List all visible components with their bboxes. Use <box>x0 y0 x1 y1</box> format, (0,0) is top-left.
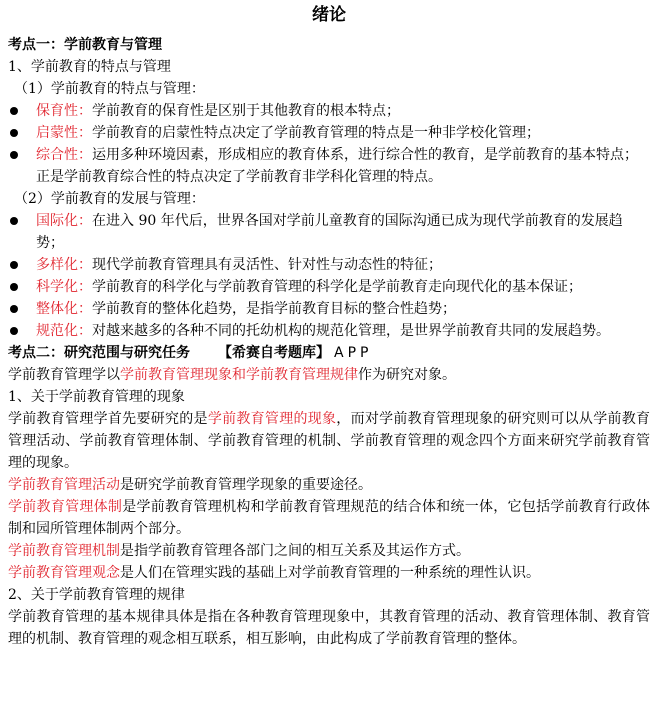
bullet-term: 科学化： <box>36 279 92 295</box>
intro-pre: 学前教育管理学以 <box>8 367 120 383</box>
bullet-text: 对越来越多的各种不同的托幼机构的规范化管理，是世界学前教育共同的发展趋势。 <box>92 323 610 339</box>
bullet-term: 多样化： <box>36 257 92 273</box>
bullet-dot-icon <box>10 305 18 313</box>
bullet-dot-icon <box>10 217 18 225</box>
section2-p2: 学前教育管理的基本规律具体是指在各种教育管理现象中，其教育管理的活动、教育管理体制、教育管理的机制、教育管理的观念相互联系，相互影响，由此构成了学前教育管理的整体。 <box>8 609 650 647</box>
bullet-dot-icon <box>10 261 18 269</box>
intro-red: 学前教育管理现象和学前教育管理规律 <box>120 367 358 383</box>
bullet-term: 规范化： <box>36 323 92 339</box>
definition-term: 学前教育管理观念 <box>8 565 120 581</box>
definition-text: 是人们在管理实践的基础上对学前教育管理的一种系统的理性认识。 <box>120 565 540 581</box>
bullet-dot-icon <box>10 129 18 137</box>
definition-term: 学前教育管理体制 <box>8 499 123 515</box>
section2-sub1: 1、关于学前教育管理的现象 <box>8 389 185 405</box>
definition-line <box>8 474 650 496</box>
bullet-item <box>8 210 650 254</box>
bullet-item <box>8 254 650 276</box>
bullet-dot-icon <box>10 107 18 115</box>
bullet-item <box>8 122 650 144</box>
bullet-item <box>8 144 650 188</box>
group1-label: （1）学前教育的特点与管理： <box>14 81 205 97</box>
bullet-text: 运用多种环境因素，形成相应的教育体系，进行综合性的教育，是学前教育的基本特点；正是学前教育综合性的特点决定了学前教育非学科化管理的特点。 <box>36 147 638 185</box>
group2-label: （2）学前教育的发展与管理： <box>14 191 205 207</box>
bullet-term: 整体化： <box>36 301 92 317</box>
section2-intro <box>8 364 650 386</box>
definition-term: 学前教育管理机制 <box>8 543 120 559</box>
bullet-term: 启蒙性： <box>36 125 92 141</box>
definition-text: 是研究学前教育管理学现象的重要途径。 <box>120 477 372 493</box>
section1-heading: 考点一：学前教育与管理 <box>8 37 162 53</box>
section2-heading-text: 考点二：研究范围与研究任务 <box>8 345 190 361</box>
bullet-item <box>8 276 650 298</box>
section2-suffix: APP <box>334 345 373 361</box>
bullet-term: 综合性： <box>36 147 92 163</box>
section2-heading <box>8 342 650 364</box>
bullet-text: 现代学前教育管理具有灵活性、针对性与动态性的特征； <box>92 257 442 273</box>
definition-text: 是学前教育管理机构和学前教育管理规范的结合体和统一体，它包括学前教育行政体制和园所管理体制两个部分。 <box>8 499 651 537</box>
definition-line <box>8 496 650 540</box>
bullet-term: 保育性： <box>36 103 92 119</box>
bullet-text: 学前教育的科学化与学前教育管理的科学化是学前教育走向现代化的基本保证； <box>92 279 582 295</box>
bullet-text: 学前教育的启蒙性特点决定了学前教育管理的特点是一种非学校化管理； <box>92 125 540 141</box>
definition-term: 学前教育管理活动 <box>8 477 120 493</box>
bullet-dot-icon <box>10 283 18 291</box>
definition-text: 是指学前教育管理各部门之间的相互关系及其运作方式。 <box>120 543 470 559</box>
bullet-term: 国际化： <box>36 213 92 229</box>
bullet-text: 在进入 90 年代后，世界各国对学前儿童教育的国际沟通已成为现代学前教育的发展趋势； <box>36 213 623 251</box>
bullet-dot-icon <box>10 327 18 335</box>
bullet-dot-icon <box>10 151 18 159</box>
definition-line <box>8 540 650 562</box>
bullet-text: 学前教育的整体化趋势，是指学前教育目标的整合性趋势； <box>92 301 456 317</box>
section2-tag: 【希赛自考题库】 <box>218 345 330 361</box>
bullet-item <box>8 100 650 122</box>
section1-sub1: 1、学前教育的特点与管理 <box>8 59 171 75</box>
p1-red: 学前教育管理的现象 <box>207 411 337 427</box>
section2-sub2: 2、关于学前教育管理的规律 <box>8 587 185 603</box>
bullet-item <box>8 298 650 320</box>
definition-line <box>8 562 650 584</box>
page-title: 绪论 <box>312 5 346 25</box>
p1-post: ，而对学前教育管理现象的研究则可以从学前教育管理活动、学前教育管理体制、学前教育管理的机制、学前教育管理的观念四个方面来研究学前教育管理的现象。 <box>8 411 651 471</box>
bullet-text: 学前教育的保育性是区别于其他教育的根本特点； <box>92 103 400 119</box>
section2-p1 <box>8 408 650 474</box>
intro-post: 作为研究对象。 <box>358 367 456 383</box>
bullet-item <box>8 320 650 342</box>
p1-pre: 学前教育管理学首先要研究的是 <box>8 411 208 427</box>
